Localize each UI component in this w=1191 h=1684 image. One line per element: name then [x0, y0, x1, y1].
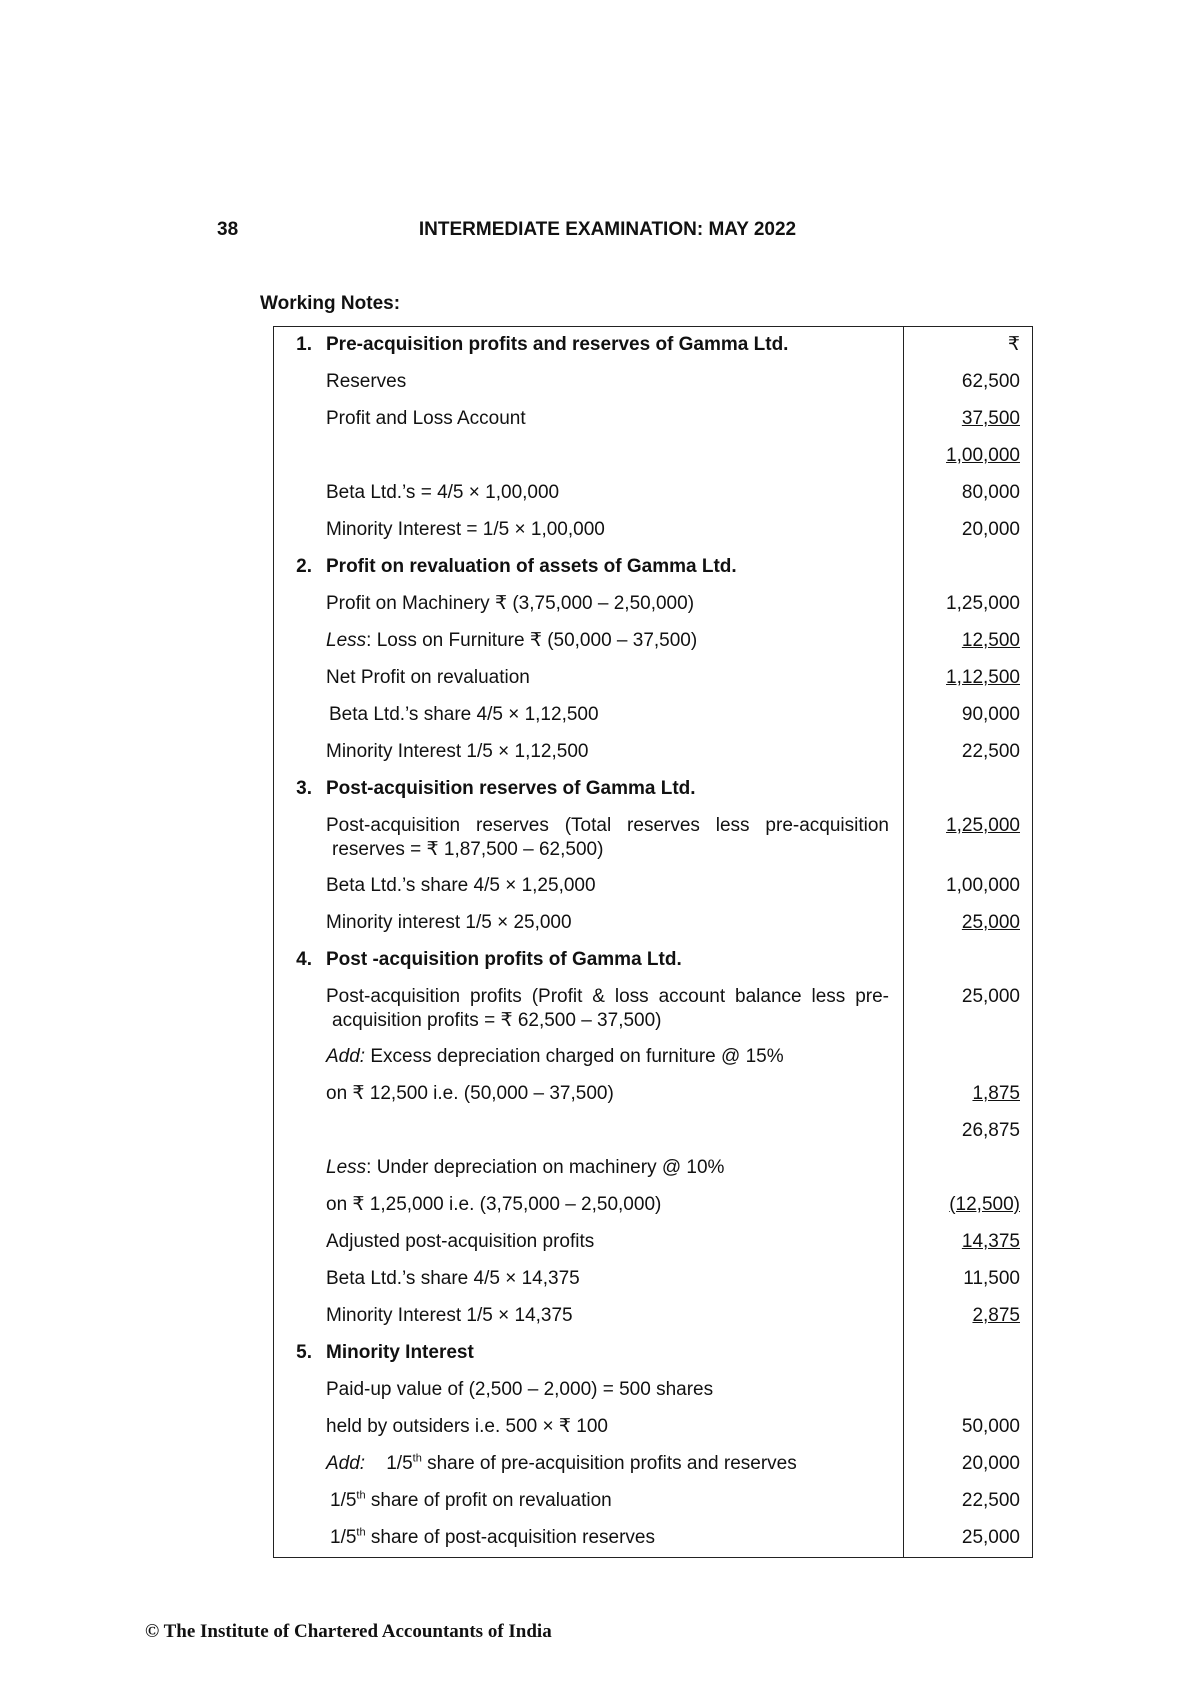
table-row [274, 623, 1033, 660]
row-description: : Loss on Furniture ₹ (50,000 – 37,500) [366, 630, 698, 651]
add-label: Add: [326, 1046, 366, 1067]
table-row [274, 905, 1033, 942]
table-row [274, 868, 1033, 905]
row-amount: 1,12,500 [946, 667, 1020, 688]
note-heading: Minority Interest [326, 1342, 474, 1363]
table-row [274, 1446, 1033, 1483]
table-row [274, 1076, 1033, 1113]
page-number: 38 [217, 219, 239, 240]
row-description: on ₹ 12,500 i.e. (50,000 – 37,500) [326, 1083, 614, 1104]
page-header: INTERMEDIATE EXAMINATION: MAY 2022 [418, 219, 797, 240]
less-label: Less [326, 630, 367, 651]
table-row [274, 660, 1033, 697]
row-description: Beta Ltd.’s share 4/5 × 1,12,500 [329, 704, 599, 725]
row-description: Excess depreciation charged on furniture @ 15% [365, 1046, 784, 1067]
footer-copyright: © The Institute of Chartered Accountants of India [145, 1621, 552, 1642]
row-description: held by outsiders i.e. 500 × ₹ 100 [326, 1416, 608, 1437]
less-label: Less [326, 1157, 367, 1178]
table-row [274, 808, 1033, 868]
row-description: Minority Interest 1/5 × 14,375 [326, 1305, 573, 1326]
row-amount: 12,500 [961, 630, 1020, 651]
row-amount: (12,500) [949, 1194, 1020, 1215]
row-amount: 2,875 [972, 1305, 1020, 1326]
row-description: Minority Interest 1/5 × 1,12,500 [326, 741, 589, 762]
table-row [274, 1372, 1033, 1409]
table-row [274, 1187, 1033, 1224]
row-description: Reserves [326, 371, 407, 392]
row-amount: 11,500 [904, 1261, 1033, 1298]
row-description: Profit and Loss Account [326, 408, 526, 429]
row-amount: 1,25,000 [946, 815, 1020, 836]
note-heading: Post-acquisition reserves of Gamma Ltd. [326, 778, 696, 799]
row-description: Net Profit on revaluation [326, 667, 530, 688]
row-description: : Under depreciation on machinery @ 10% [366, 1157, 725, 1178]
table-row [274, 771, 1033, 808]
working-notes-table [273, 326, 1033, 1558]
row-amount: 37,500 [961, 408, 1020, 429]
table-row [274, 1483, 1033, 1520]
table-row [274, 475, 1033, 512]
superscript: th [356, 1489, 366, 1502]
row-description-line1: Post-acquisition profits (Profit & loss account balance less pre- [326, 986, 889, 1007]
row-amount: 50,000 [904, 1409, 1033, 1446]
row-amount: 14,375 [961, 1231, 1020, 1252]
table-row [274, 1520, 1033, 1558]
row-description: Paid-up value of (2,500 – 2,000) = 500 shares [326, 1379, 714, 1400]
add-label: Add: [326, 1453, 366, 1474]
fraction: 1/5 [330, 1527, 357, 1548]
table-row [274, 512, 1033, 549]
row-amount: 20,000 [904, 1446, 1033, 1483]
superscript: th [412, 1452, 422, 1465]
table-row [274, 549, 1033, 586]
row-amount: 20,000 [904, 512, 1033, 549]
table-row [274, 364, 1033, 401]
fraction: 1/5 [386, 1453, 413, 1474]
note-number: 4. [296, 949, 312, 970]
table-row [274, 979, 1033, 1039]
table-row [274, 1261, 1033, 1298]
row-description: Minority interest 1/5 × 25,000 [326, 912, 572, 933]
superscript: th [356, 1526, 366, 1539]
row-amount: 25,000 [904, 979, 1033, 1039]
table-row [274, 1409, 1033, 1446]
row-description: Minority Interest = 1/5 × 1,00,000 [326, 519, 605, 540]
table-row [274, 401, 1033, 438]
note-heading: Post -acquisition profits of Gamma Ltd. [326, 949, 682, 970]
table-row [274, 1224, 1033, 1261]
row-description: share of profit on revaluation [365, 1490, 612, 1511]
row-description: Adjusted post-acquisition profits [326, 1231, 595, 1252]
table-row [274, 586, 1033, 623]
row-description-line1: Post-acquisition reserves (Total reserves less pre-acquisition [326, 815, 889, 836]
row-description: share of pre-acquisition profits and reserves [421, 1453, 797, 1474]
row-amount: 1,25,000 [904, 586, 1033, 623]
row-amount: 1,00,000 [946, 445, 1020, 466]
table-row [274, 1150, 1033, 1187]
table-row [274, 942, 1033, 979]
row-description: share of post-acquisition reserves [365, 1527, 655, 1548]
row-description: Beta Ltd.’s share 4/5 × 1,25,000 [326, 875, 596, 896]
row-amount: 80,000 [904, 475, 1033, 512]
row-amount: 26,875 [904, 1113, 1033, 1150]
note-number: 2. [296, 556, 312, 577]
row-description: on ₹ 1,25,000 i.e. (3,75,000 – 2,50,000) [326, 1194, 662, 1215]
row-amount: 22,500 [904, 1483, 1033, 1520]
row-amount: 62,500 [904, 364, 1033, 401]
note-heading: Pre-acquisition profits and reserves of Gamma Ltd. [326, 334, 789, 355]
note-number: 1. [296, 334, 312, 355]
row-amount: 22,500 [904, 734, 1033, 771]
table-row [274, 438, 1033, 475]
table-row [274, 1113, 1033, 1150]
row-amount: 90,000 [904, 697, 1033, 734]
row-description: Profit on Machinery ₹ (3,75,000 – 2,50,000) [326, 593, 695, 614]
section-title: Working Notes: [260, 293, 401, 314]
table-row [274, 734, 1033, 771]
table-row [274, 1335, 1033, 1372]
row-amount: 1,00,000 [904, 868, 1033, 905]
row-description-line2: reserves = ₹ 1,87,500 – 62,500) [332, 839, 604, 860]
row-description: Beta Ltd.’s = 4/5 × 1,00,000 [326, 482, 560, 503]
table-row [274, 697, 1033, 734]
table-row [274, 1039, 1033, 1076]
fraction: 1/5 [330, 1490, 357, 1511]
row-description-line2: acquisition profits = ₹ 62,500 – 37,500) [332, 1010, 662, 1031]
row-amount: 1,875 [972, 1083, 1020, 1104]
row-amount: 25,000 [904, 1520, 1033, 1558]
note-heading: Profit on revaluation of assets of Gamma Ltd. [326, 556, 737, 577]
currency-header: ₹ [904, 327, 1033, 365]
note-number: 5. [296, 1342, 312, 1363]
table-row [274, 327, 1033, 365]
row-amount: 25,000 [961, 912, 1020, 933]
note-number: 3. [296, 778, 312, 799]
row-description: Beta Ltd.’s share 4/5 × 14,375 [326, 1268, 580, 1289]
table-row [274, 1298, 1033, 1335]
